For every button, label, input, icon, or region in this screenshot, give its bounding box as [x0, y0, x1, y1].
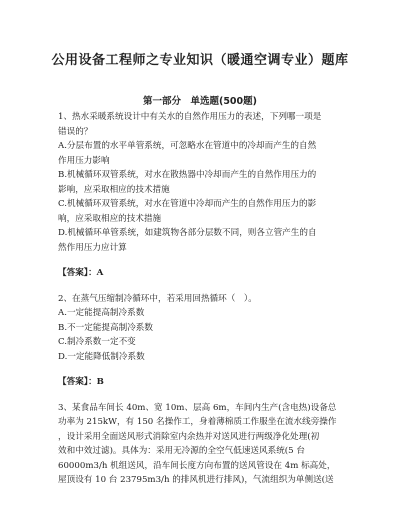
option-d: D.机械循环单管系统，如建筑物各部分层数不同，则各立管产生的自: [58, 228, 317, 238]
question-text-line: 功率为 215kW，有 150 名操作工，身着薄棉质工作服坐在流水线旁操作: [58, 417, 337, 427]
answer-2: 【答案】：B: [58, 377, 104, 387]
option-b-cont: 影响，应采取相应的技术措施: [58, 184, 170, 195]
question-2: [58, 292, 358, 365]
option-a-cont: 作用压力影响: [58, 155, 110, 166]
section-title: 第一部分 单选题(500题): [142, 96, 257, 107]
option-c-cont: 响，应采取相应的技术措施: [58, 213, 162, 224]
question-text-line: 效和中效过滤)。具体为：采用无冷源的全空气低速送风系统(5 台: [58, 446, 305, 456]
option-b: B.不一定能提高制冷系数: [58, 322, 153, 333]
option-b: B.机械循环双管系统，对水在散热器中冷却而产生的自然作用压力的: [58, 170, 317, 180]
question-text-line: 3、某食品车间长 40m、宽 10m、层高 6m，车间内生产(含电热)设备总: [58, 402, 337, 413]
option-a: A.分层布置的水平单管系统，可忽略水在管道中的冷却而产生的自然: [58, 141, 317, 151]
question-text-line: 屋顶设有 10 台 23795m3/h 的排风机进行排风)，气流组织为单侧送(送: [58, 475, 334, 485]
document-title: 公用设备工程师之专业知识（暖通空调专业）题库: [51, 53, 349, 68]
question-stem: 1、热水采暖系统设计中有关水的自然作用压力的表述，下列哪一项是: [58, 112, 322, 122]
question-text-line: ，设计采用全面送风形式消除室内余热并对送风进行两级净化处理(初: [58, 431, 320, 442]
question-stem: 错误的？: [58, 126, 93, 137]
option-a: A.一定能提高制冷系数: [58, 308, 145, 318]
option-c: C.制冷系数一定不变: [58, 337, 136, 347]
question-1: [58, 110, 358, 255]
answer-1: 【答案】：A: [58, 268, 104, 278]
option-d-cont: 然作用压力应计算: [58, 242, 127, 253]
question-text-line: 60000m3/h 机组送风，沿车间长度方向布置的送风管设在 4m 标高处，: [58, 460, 336, 471]
option-d: D.一定能降低制冷系数: [58, 351, 145, 362]
question-list: [58, 110, 358, 488]
question-stem: 2、在蒸气压缩制冷循环中，若采用回热循环（ ）。: [58, 293, 257, 304]
question-3: [58, 401, 358, 488]
option-c: C.机械循环双管系统，对水在管道中冷却而产生的自然作用压力的影: [58, 199, 317, 209]
